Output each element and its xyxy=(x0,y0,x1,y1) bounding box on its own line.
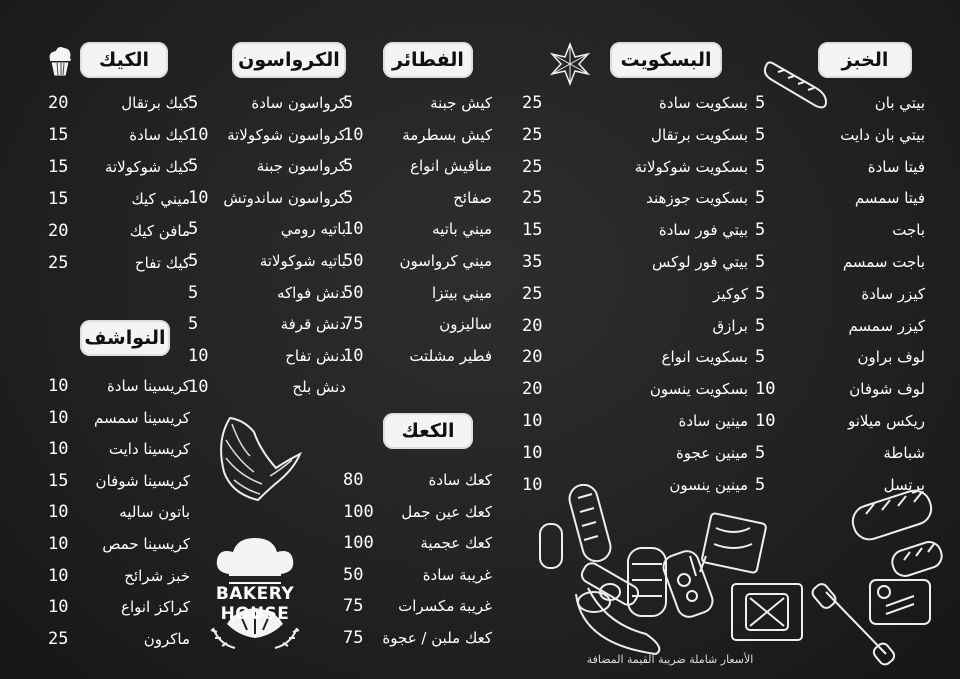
header-biscuit: البسكويت xyxy=(610,42,722,78)
biscuit-item xyxy=(522,407,748,435)
rusks-item xyxy=(48,530,190,558)
item-name: ميني كيك xyxy=(131,190,190,208)
item-price: 25 xyxy=(522,188,543,209)
cake-item xyxy=(48,185,190,213)
item-name: كعك سادة xyxy=(428,471,492,489)
pastries-item xyxy=(343,215,492,243)
item-price: 25 xyxy=(522,124,543,145)
item-name: باتون ساليه xyxy=(119,503,190,522)
item-name: دنش تفاح xyxy=(285,346,346,365)
baguette-icon xyxy=(760,58,830,114)
item-name: كعك عجمية xyxy=(420,534,492,553)
item-name: بيتي بان xyxy=(874,94,925,112)
item-price: 5 xyxy=(188,314,199,335)
item-price: 10 xyxy=(188,345,209,366)
pastries-item xyxy=(343,121,492,149)
item-name: كيك شوكولاتة xyxy=(104,158,190,176)
item-name: دنش فواكه xyxy=(276,283,346,302)
item-price: 50 xyxy=(343,282,364,303)
item-price: 10 xyxy=(755,411,776,431)
item-name: مافن كيك xyxy=(129,222,190,240)
item-price: 75 xyxy=(343,596,364,617)
bread-item xyxy=(755,280,925,308)
item-price: 75 xyxy=(343,314,364,335)
item-name: بسكويت سادة xyxy=(659,94,748,112)
kaak-item xyxy=(343,624,492,652)
item-name: ماكرون xyxy=(143,629,190,648)
item-name: بسكويت شوكولاتة xyxy=(634,157,748,176)
item-name: فيتا سمسم xyxy=(854,189,925,208)
croissant-item xyxy=(188,373,346,401)
item-price: 5 xyxy=(755,124,766,145)
item-price: 5 xyxy=(755,442,766,463)
bread-item xyxy=(755,407,925,435)
item-name: كيك سادة xyxy=(129,126,190,144)
item-name: كرواسون جبنة xyxy=(256,157,346,176)
item-name: كيش بسطرمة xyxy=(402,125,492,144)
item-price: 5 xyxy=(755,93,766,113)
item-name: دنش قرفة xyxy=(280,315,346,334)
cake-item xyxy=(48,89,190,117)
item-price: 10 xyxy=(188,187,209,208)
item-name: كيك تفاح xyxy=(134,254,190,272)
croissant-item xyxy=(188,247,346,275)
item-price: 10 xyxy=(188,124,209,145)
item-name: باتيه رومي xyxy=(280,220,346,239)
item-name: مينين ينسون xyxy=(669,475,748,494)
pastries-item xyxy=(343,247,492,275)
rusks-item xyxy=(48,404,190,432)
item-name: كريسينا شوفان xyxy=(95,471,190,490)
item-name: مناقيش انواع xyxy=(410,157,492,176)
croissant-item xyxy=(188,121,346,149)
item-price: 5 xyxy=(755,474,766,495)
item-name: غريبة مكسرات xyxy=(398,597,492,616)
item-price: 5 xyxy=(755,252,766,272)
biscuit-item xyxy=(522,375,748,403)
item-price: 35 xyxy=(522,252,543,272)
item-price: 15 xyxy=(48,189,69,209)
header-rusks: النواشف xyxy=(80,320,170,356)
item-name: كرواسون ساندوتش xyxy=(223,188,346,207)
item-name: ريكس ميلانو xyxy=(847,412,925,430)
bread-item xyxy=(755,248,925,276)
item-name: فيتا سادة xyxy=(867,157,925,176)
item-price: 5 xyxy=(755,283,766,304)
item-price: 5 xyxy=(343,93,354,113)
item-name: خبز شرائح xyxy=(124,566,190,585)
item-name: برتسل xyxy=(883,475,925,494)
item-name: كريسينا حمص xyxy=(102,535,190,553)
cupcake-icon xyxy=(46,44,74,78)
item-name: ساليزون xyxy=(439,315,492,334)
item-price: 50 xyxy=(343,251,364,271)
bread-item xyxy=(755,439,925,467)
item-name: بسكويت انواع xyxy=(661,348,748,367)
logo-text: BAKERY HOUSE xyxy=(215,584,295,624)
item-price: 5 xyxy=(188,282,199,303)
bread-item xyxy=(755,375,925,403)
item-price: 5 xyxy=(343,156,354,177)
item-name: فطير مشلتت xyxy=(409,346,492,365)
item-price: 5 xyxy=(188,93,199,113)
item-price: 20 xyxy=(522,315,543,336)
kaak-item xyxy=(343,498,492,526)
rusks-item xyxy=(48,372,190,400)
pastries-item xyxy=(343,342,492,370)
item-price: 80 xyxy=(343,470,364,490)
biscuit-item xyxy=(522,216,748,244)
croissant-item xyxy=(188,215,346,243)
item-name: كيك برتقال xyxy=(121,94,190,112)
biscuit-item xyxy=(522,153,748,181)
item-name: بيتي بان دايت xyxy=(840,125,925,144)
biscuit-item xyxy=(522,280,748,308)
biscuit-item xyxy=(522,343,748,371)
bread-item xyxy=(755,184,925,212)
item-name: غريبة سادة xyxy=(422,565,492,584)
item-price: 10 xyxy=(48,565,69,586)
item-price: 20 xyxy=(522,347,543,368)
item-price: 5 xyxy=(755,220,766,241)
bread-item xyxy=(755,216,925,244)
item-price: 5 xyxy=(188,251,199,271)
header-cake: الكيك xyxy=(80,42,168,78)
item-name: كريسينا سادة xyxy=(106,377,190,395)
item-price: 100 xyxy=(343,501,374,522)
item-name: ميني باتيه xyxy=(432,220,492,239)
croissant-item xyxy=(188,89,346,117)
item-price: 25 xyxy=(522,283,543,304)
item-price: 25 xyxy=(48,628,69,649)
bread-item xyxy=(755,121,925,149)
item-price: 10 xyxy=(48,534,69,554)
pastries-item xyxy=(343,279,492,307)
item-price: 15 xyxy=(48,470,69,491)
item-price: 5 xyxy=(755,315,766,336)
kaak-item xyxy=(343,529,492,557)
item-name: بيتي فور سادة xyxy=(658,221,748,240)
item-price: 10 xyxy=(48,597,69,618)
pastries-item xyxy=(343,152,492,180)
bread-item xyxy=(755,153,925,181)
rusks-item xyxy=(48,625,190,653)
cake-item xyxy=(48,249,190,277)
item-price: 15 xyxy=(522,220,543,241)
header-croissant: الكرواسون xyxy=(232,42,346,78)
item-price: 15 xyxy=(48,157,69,177)
rusks-item xyxy=(48,593,190,621)
croissant-item xyxy=(188,152,346,180)
biscuit-item xyxy=(522,89,748,117)
item-price: 5 xyxy=(755,156,766,177)
cake-item xyxy=(48,121,190,149)
item-price: 75 xyxy=(343,628,364,648)
item-name: كيش جبنة xyxy=(430,94,492,112)
croissant-item xyxy=(188,342,346,370)
item-price: 100 xyxy=(343,533,374,554)
item-name: دنش بلح xyxy=(292,378,346,397)
item-name: كرواسون شوكولاتة xyxy=(227,125,346,144)
rusks-item xyxy=(48,498,190,526)
item-name: كعك ملبن / عجوة xyxy=(382,629,492,647)
item-price: 10 xyxy=(48,502,69,523)
header-kaak: الكعك xyxy=(383,413,473,449)
item-price: 5 xyxy=(188,156,199,177)
item-name: كرواسون سادة xyxy=(251,94,346,112)
item-name: بيتي فور لوكس xyxy=(651,253,748,271)
item-name: لوف شوفان xyxy=(849,380,925,399)
item-price: 5 xyxy=(343,187,354,208)
item-name: بسكويت ينسون xyxy=(649,380,748,399)
cake-item xyxy=(48,217,190,245)
item-price: 10 xyxy=(522,411,543,431)
item-price: 25 xyxy=(522,93,543,113)
biscuit-item xyxy=(522,184,748,212)
item-price: 10 xyxy=(188,377,209,398)
item-name: كريسينا سمسم xyxy=(94,408,190,427)
rusks-item xyxy=(48,435,190,463)
item-name: ميني بيتزا xyxy=(431,283,492,302)
bread-item xyxy=(755,343,925,371)
item-name: باجت xyxy=(892,221,925,240)
biscuit-item xyxy=(522,439,748,467)
cake-item xyxy=(48,153,190,181)
pastries-item xyxy=(343,310,492,338)
item-price: 10 xyxy=(48,376,69,396)
item-name: كيزر سمسم xyxy=(848,316,925,335)
biscuit-item xyxy=(522,121,748,149)
item-name: برازق xyxy=(712,316,748,335)
item-name: بسكويت برتقال xyxy=(651,125,748,144)
item-name: مينين عجوة xyxy=(675,443,748,462)
croissant-item xyxy=(188,184,346,212)
item-name: مينين سادة xyxy=(678,412,748,430)
item-price: 10 xyxy=(48,439,69,460)
item-price: 5 xyxy=(755,347,766,368)
biscuit-item xyxy=(522,248,748,276)
pastries-item xyxy=(343,184,492,212)
item-price: 5 xyxy=(755,188,766,209)
croissant-item xyxy=(188,310,346,338)
item-name: شباطة xyxy=(883,443,925,462)
item-price: 50 xyxy=(343,564,364,585)
item-name: كراكز انواع xyxy=(121,598,190,617)
item-name: كيزر سادة xyxy=(861,284,925,303)
item-price: 25 xyxy=(48,253,69,273)
item-name: ميني كرواسون xyxy=(399,252,492,270)
item-price: 10 xyxy=(48,407,69,428)
item-name: صفائح xyxy=(453,188,492,207)
item-price: 10 xyxy=(522,474,543,495)
item-price: 5 xyxy=(188,219,199,240)
item-price: 10 xyxy=(343,219,364,240)
item-price: 10 xyxy=(343,345,364,366)
kaak-item xyxy=(343,561,492,589)
header-bread: الخبز xyxy=(818,42,912,78)
croissant-icon xyxy=(210,410,306,506)
snowflake-cookie-icon xyxy=(548,42,592,86)
biscuit-item xyxy=(522,312,748,340)
rusks-item xyxy=(48,467,190,495)
pastries-item xyxy=(343,89,492,117)
kaak-item xyxy=(343,466,492,494)
item-name: بسكويت جوزهند xyxy=(646,189,748,208)
item-name: كريسينا دايت xyxy=(108,440,190,459)
header-pastries: الفطائر xyxy=(383,42,473,78)
item-price: 15 xyxy=(48,125,69,145)
item-price: 10 xyxy=(522,442,543,463)
item-price: 20 xyxy=(48,93,69,113)
item-price: 10 xyxy=(343,124,364,145)
item-price: 20 xyxy=(48,221,69,241)
item-name: باجت سمسم xyxy=(842,253,925,271)
item-name: لوف براون xyxy=(857,348,925,367)
tax-note: الأسعار شاملة ضريبة القيمة المضافة xyxy=(586,653,754,666)
bread-item xyxy=(755,312,925,340)
item-name: كوكيز xyxy=(713,284,748,303)
item-name: باتيه شوكولاتة xyxy=(259,252,346,270)
item-name: كعك عين جمل xyxy=(401,502,492,521)
bakery-sketch-illustration xyxy=(536,484,946,674)
croissant-item xyxy=(188,279,346,307)
kaak-item xyxy=(343,592,492,620)
item-price: 25 xyxy=(522,156,543,177)
rusks-item xyxy=(48,562,190,590)
item-price: 10 xyxy=(755,379,776,400)
item-price: 20 xyxy=(522,379,543,400)
